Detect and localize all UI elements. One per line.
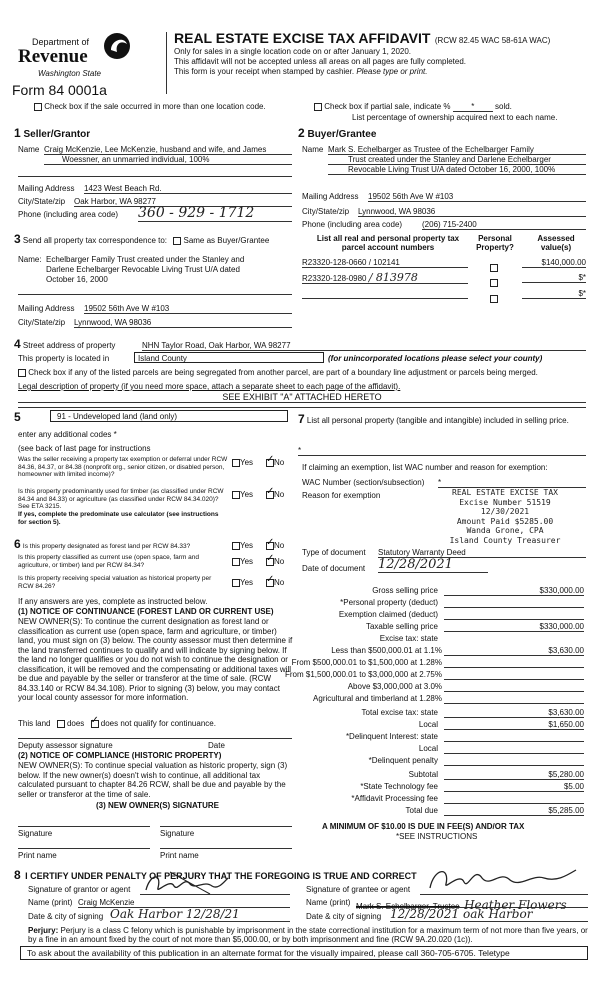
tax-row-label: Subtotal	[408, 770, 438, 779]
seller-phone: 360 - 929 - 1712	[138, 205, 292, 222]
owner-print-line2	[160, 848, 292, 849]
same-as-buyer-label: Same as Buyer/Grantee	[183, 236, 270, 245]
s6-q1-text: Is this property designated as forest land per RCW 84.33?	[22, 543, 191, 550]
tax-row-label: From $500,000.01 to $1,500,000 at 1.28%	[291, 658, 442, 667]
tax-row-value	[444, 598, 584, 608]
parcel-row	[302, 273, 588, 285]
no-label: No	[274, 578, 285, 587]
notice2-body: NEW OWNER(S): To continue special valuation as historic property, sign (3) below. If the new owner(s) doesn't wish to continue, all additional tax calculated pursuant to chapter 84.26 RCW, shall be due and payable by the seller or transferor at the time of sale.	[18, 761, 288, 799]
tax-row-label: Taxable selling price	[365, 622, 438, 631]
dor-swirl-icon	[102, 30, 132, 62]
legal-description: SEE EXHIBIT "A" ATTACHED HERETO	[18, 393, 586, 403]
notice3-title: (3) NEW OWNER(S) SIGNATURE	[96, 801, 219, 810]
continuance-row	[18, 719, 216, 728]
corr-mailing-label: Mailing Address	[18, 304, 75, 313]
list-pct-note: List percentage of ownership acquired next to each name.	[352, 113, 558, 122]
certify-text: I CERTIFY UNDER PENALTY OF PERJURY THAT THE FOREGOING IS TRUE AND CORRECT	[25, 871, 417, 881]
s5-q1-no[interactable]	[266, 458, 284, 467]
s6-q3-yes-checkbox[interactable]	[232, 579, 240, 587]
seller-mailing-label: Mailing Address	[18, 184, 75, 193]
buyer-mailing: 19502 56th Ave W #103	[368, 192, 586, 202]
tax-row-value	[444, 670, 584, 680]
grantor-name: Craig McKenzie	[78, 898, 290, 908]
s5-q2-yes[interactable]	[232, 490, 253, 499]
parcel-number: R23320-128-0980	[302, 274, 367, 283]
this-land-label: This land	[18, 719, 51, 728]
land-use-select[interactable]: 91 - Undeveloped land (land only)	[50, 410, 288, 422]
assessed-value: $*	[522, 273, 586, 283]
street-address: NHN Taylor Road, Oak Harbor, WA 98277	[142, 341, 586, 351]
parcel-col1a: List all real and personal property tax	[316, 234, 460, 243]
s5-q2: Is this property predominantly used for timber (as classified under RCW 84.34 and 84.33) or agriculture (as classified under RCW 84.34.020)? See ETA 3215.	[18, 488, 224, 510]
grantor-name-label: Name (print)	[28, 898, 73, 907]
doc-date: 12/28/2021	[378, 557, 488, 573]
notice1-title: (1) NOTICE OF CONTINUANCE (FOREST LAND OR CURRENT USE)	[18, 607, 274, 616]
s6-if-yes: If any answers are yes, complete as instructed below.	[18, 597, 208, 606]
assessed-value: $140,000.00	[522, 258, 586, 268]
located-label: This property is located in	[18, 354, 110, 363]
no-label: No	[274, 490, 285, 499]
yes-label: Yes	[240, 541, 254, 550]
form-title	[174, 30, 550, 48]
deputy-date-label: Date	[208, 741, 225, 750]
see-back-note: (see back of last page for instructions	[18, 444, 151, 453]
yes-label: Yes	[240, 557, 254, 566]
s5-q1: Was the seller receiving a property tax exemption or deferral under RCW 84.36, 84.37, or 84.38 (nonprofit org., senior citizen, or disabled person, homeowner with limited income)?	[18, 456, 228, 478]
s7-number: 7	[298, 412, 305, 426]
tax-row-value	[444, 610, 584, 620]
legal-line2	[18, 407, 586, 408]
sold-label: sold.	[495, 102, 512, 111]
tax-row-value: $3,630.00	[444, 708, 584, 718]
s6-q2-no-checkbox[interactable]	[266, 558, 274, 566]
tax-row-label: *Affidavit Processing fee	[351, 794, 438, 803]
s6-number: 6	[14, 537, 21, 551]
owner-print-label1: Print name	[18, 851, 57, 860]
dept-line3: Washington State	[38, 69, 102, 78]
owner-sig-label2: Signature	[160, 829, 195, 838]
segregated-checkbox[interactable]	[18, 369, 26, 377]
seller-mailing: 1423 West Beach Rd.	[84, 184, 292, 194]
tax-row-value: $1,650.00	[444, 720, 584, 730]
buyer-phone: (206) 715-2400	[422, 220, 586, 230]
stamp-line5: Wanda Grone, CPA	[466, 526, 544, 535]
wac-value: *	[438, 478, 586, 488]
note-3b: Please type or print.	[356, 67, 428, 76]
s5-q1-no-checkbox[interactable]	[266, 459, 274, 467]
parcel-number	[302, 289, 468, 299]
tax-row-label: Local	[418, 720, 438, 729]
tax-row-label: Local	[418, 744, 438, 753]
tax-row-label: *Personal property (deduct)	[340, 598, 438, 607]
corr-section-number: 3	[14, 232, 21, 246]
buyer-city: Lynnwood, WA 98036	[358, 207, 586, 217]
deputy-label: Deputy assessor signature	[18, 741, 113, 750]
s5-q2-no-checkbox[interactable]	[266, 491, 274, 499]
s8-number: 8	[14, 868, 21, 882]
grantee-date: 12/28/2021 oak Harbor	[390, 907, 588, 922]
tax-row-value: $5,280.00	[444, 770, 584, 780]
buyer-name-label: Name	[302, 145, 324, 154]
codes-value: *	[113, 430, 117, 439]
s6-q2-yes-checkbox[interactable]	[232, 558, 240, 566]
stamp-line2: Excise Number 51519	[459, 497, 551, 507]
codes-label	[18, 430, 117, 439]
s5-q2-yes-checkbox[interactable]	[232, 491, 240, 499]
partial-sale-check[interactable]	[314, 102, 512, 112]
tax-row-label: Exemption claimed (deduct)	[338, 610, 438, 619]
buyer-mailing-label: Mailing Address	[302, 192, 359, 201]
street-section-number: 4	[14, 337, 21, 351]
personal-property-checkbox[interactable]	[490, 295, 498, 303]
footer-note: To ask about the availability of this publication in an alternate format for the visually impaired, please call 360-705-6705. Teletype	[20, 946, 588, 960]
header-divider	[166, 32, 167, 94]
s7-label	[298, 414, 588, 426]
assessed-value: $*	[522, 289, 586, 299]
no-label: No	[274, 557, 285, 566]
seller-name-line2: Woessner, an unmarried individual, 100%	[44, 155, 292, 165]
tax-row-value	[444, 658, 584, 668]
tax-row-value	[444, 794, 584, 804]
yes-label: Yes	[240, 490, 254, 499]
corr-name-line3: October 16, 2000	[46, 275, 108, 284]
s5-number: 5	[14, 410, 21, 424]
tax-row-value: $3,630.00	[444, 646, 584, 656]
tax-row-label: Gross selling price	[372, 586, 438, 595]
parcel-col3-header	[526, 234, 586, 252]
does-label: does	[66, 719, 85, 728]
minimum-note: A MINIMUM OF $10.00 IS DUE IN FEE(S) AND/OR TAX	[322, 822, 525, 831]
tax-row-value: $5.00	[444, 782, 584, 792]
same-as-buyer-checkbox[interactable]	[173, 237, 181, 245]
s6-q2-no[interactable]	[266, 557, 284, 566]
buyer-heading-text: Buyer/Grantee	[307, 129, 377, 140]
s5-q2b: If yes, complete the predominate use calculator (see instructions for section 5).	[18, 511, 219, 526]
segregated-label: Check box if any of the listed parcels are being segregated from another parcel, are part of a boundary line adjustment or parcels being merged.	[28, 368, 538, 377]
yes-label: Yes	[240, 578, 254, 587]
legal-label: Legal description of property (if you need more space, attach a separate sheet to each page of the affidavit).	[18, 382, 401, 391]
seller-section-number: 1	[14, 126, 21, 140]
partial-pct-value: *	[453, 102, 493, 112]
seller-city: Oak Harbor, WA 98277	[74, 197, 292, 207]
s7-label-text: List all personal property (tangible and intangible) included in selling price.	[306, 416, 569, 425]
buyer-name-line1: Mark S. Echelbarger as Trustee of the Echelbarger Family	[328, 145, 586, 155]
grantee-name-hand: Heather Flowers	[464, 898, 567, 912]
s6-q1	[14, 537, 191, 551]
reason-label: Reason for exemption	[302, 491, 381, 500]
parcel-handwritten: / 813978	[368, 271, 418, 284]
codes-label-text: enter any additional codes	[18, 430, 112, 439]
seller-city-label: City/State/zip	[18, 197, 66, 206]
seller-name-line3	[18, 176, 292, 177]
parcel-col2a: Personal	[478, 234, 512, 243]
owner-print-label2: Print name	[160, 851, 199, 860]
notice1-body: NEW OWNER(S): To continue the current designation as forest land or classification as current use (open space, farm and agriculture, or timber) land, you must sign on (3) below. The county assessor must then determine if the land transferred continues to qualify and will indicate by signing below. If the land no longer qualifies or you do not wish to continue the designation or classification, it will be removed and the compensating or additional taxes will be due and payable by the seller or transferor at the time of sale. (RCW 84.33.140 or RCW 84.34.108). Prior to signing (3) below, you may contact your local county assessor for more information.	[18, 617, 293, 702]
buyer-name-line2: Trust created under the Stanley and Darlene Echelbarger	[328, 155, 586, 165]
partial-sale-checkbox[interactable]	[314, 103, 322, 111]
buyer-phone-label: Phone (including area code)	[302, 220, 403, 229]
wac-label: WAC Number (section/subsection)	[302, 478, 425, 487]
tax-row-label: Agricultural and timberland at 1.28%	[313, 694, 442, 703]
yes-label: Yes	[240, 458, 254, 467]
note-1: Only for sales in a single location code on or after January 1, 2020.	[174, 47, 412, 56]
grantor-date: Oak Harbor 12/28/21	[110, 907, 290, 922]
tax-row-label: Less than $500,000.01 at 1.1%	[331, 646, 442, 655]
corr-city-label: City/State/zip	[18, 318, 66, 327]
doc-type-label: Type of document	[302, 548, 366, 557]
multi-location-check[interactable]	[34, 102, 266, 111]
tax-row-value	[444, 744, 584, 754]
does-checkbox[interactable]	[57, 720, 65, 728]
county-note: (for unincorporated locations please select your county)	[328, 354, 543, 363]
partial-sale-label: Check box if partial sale, indicate %	[324, 102, 451, 111]
perjury-note	[28, 926, 588, 944]
s6-q1-no-checkbox[interactable]	[266, 542, 274, 550]
perjury-text: Perjury is a class C felony which is punishable by imprisonment in the state correctional institution for a maximum term of not more than five years, or by a fine in an amount fixed by the court of not more than $5,000.00, or by both imprisonment and fine (RCW 9A.20.020 (1c)).	[28, 926, 588, 944]
parcel-col3b: value(s)	[540, 243, 572, 252]
perjury-label: Perjury:	[28, 926, 59, 935]
tax-row-label: *State Technology fee	[360, 782, 438, 791]
seller-phone-label: Phone (including area code)	[18, 210, 119, 219]
corr-name-label: Name:	[18, 255, 42, 264]
tax-row-label: Total due	[405, 806, 438, 815]
does-not-checkbox[interactable]	[91, 720, 99, 728]
seller-heading-text: Seller/Grantor	[23, 129, 91, 140]
multi-location-label: Check box if the sale occurred in more than one location code.	[44, 102, 266, 111]
parcel-row	[302, 258, 588, 270]
street-row	[14, 337, 116, 351]
s6-q3: Is this property receiving special valuation as historical property per RCW 84.26?	[18, 575, 212, 590]
multi-location-checkbox[interactable]	[34, 103, 42, 111]
segregated-check[interactable]	[18, 368, 538, 377]
tax-row-label: Total excise tax: state	[361, 708, 438, 717]
does-not-label: does not qualify for continuance.	[100, 719, 216, 728]
no-label: No	[274, 541, 285, 550]
grantee-date-label: Date & city of signing	[306, 912, 382, 921]
grantor-date-label: Date & city of signing	[28, 912, 104, 921]
seller-name-line1: Craig McKenzie, Lee McKenzie, husband and wife, and James	[44, 145, 292, 155]
grantee-name-label: Name (print)	[306, 898, 351, 907]
personal-property-checkbox[interactable]	[490, 264, 498, 272]
doc-date-label: Date of document	[302, 564, 366, 573]
deputy-sig-line	[18, 738, 292, 739]
buyer-section-number: 2	[298, 126, 305, 140]
title-ref: (RCW 82.45 WAC 58-61A WAC)	[434, 36, 551, 45]
corr-label: Send all property tax correspondence to:	[22, 236, 168, 245]
tax-row-value: $5,285.00	[444, 806, 584, 816]
seller-name-label: Name	[18, 145, 40, 154]
s6-q2-yes[interactable]	[232, 557, 253, 566]
dor-logo	[18, 28, 138, 83]
dept-line1: Department of	[32, 37, 90, 47]
parcel-col1-header	[308, 234, 468, 252]
tax-row-value	[444, 682, 584, 692]
grantee-signature-icon	[420, 860, 580, 896]
stamp-line4: Amount Paid $5285.00	[456, 516, 554, 526]
notice2-title: (2) NOTICE OF COMPLIANCE (HISTORIC PROPERTY)	[18, 751, 222, 760]
tax-row-label: *Delinquent penalty	[368, 756, 438, 765]
owner-sig-line1	[18, 826, 150, 827]
county-select[interactable]: Island County	[134, 352, 324, 363]
s6-q1-no[interactable]	[266, 541, 284, 550]
s5-q1-yes[interactable]	[232, 458, 253, 467]
exemption-label: If claiming an exemption, list WAC number and reason for exemption:	[302, 463, 548, 472]
parcel-col1b: parcel account numbers	[341, 243, 435, 252]
tax-row-value: $330,000.00	[444, 622, 584, 632]
corr-mailing: 19502 56th Ave W #103	[84, 304, 292, 314]
grantor-sig-label: Signature of grantor or agent	[28, 885, 131, 894]
doc-type: Statutory Warranty Deed	[378, 548, 586, 558]
owner-print-line1	[18, 848, 150, 849]
s6-q1-yes[interactable]	[232, 541, 253, 550]
stamp-line1: REAL ESTATE EXCISE TAX	[452, 488, 558, 497]
title-text: REAL ESTATE EXCISE TAX AFFIDAVIT	[174, 30, 431, 46]
street-label: Street address of property	[22, 341, 116, 350]
tax-row-label: Excise tax: state	[379, 634, 438, 643]
note-2: This affidavit will not be accepted unless all areas on all pages are fully completed.	[174, 57, 467, 66]
s6-q3-no-checkbox[interactable]	[266, 579, 274, 587]
parcel-row	[302, 289, 588, 301]
note-3a: This form is your receipt when stamped by cashier.	[174, 67, 355, 76]
note-3	[174, 67, 427, 76]
tax-row-label: *Delinquent Interest: state	[345, 732, 438, 741]
buyer-heading	[298, 126, 376, 140]
tax-row-value	[444, 756, 584, 766]
corr-city: Lynnwood, WA 98036	[74, 318, 292, 328]
s5-q1-yes-checkbox[interactable]	[232, 459, 240, 467]
parcel-col3a: Assessed	[537, 234, 575, 243]
corr-divider	[18, 294, 292, 295]
parcel-number: R23320-128-0660 / 102141	[302, 258, 468, 268]
seller-heading	[14, 126, 90, 140]
tax-row-label: Above $3,000,000 at 3.0%	[347, 682, 442, 691]
no-label: No	[274, 458, 285, 467]
owner-sig-line2	[160, 826, 292, 827]
corr-name-line2: Darlene Echelbarger Revocable Living Trust U/A dated	[46, 265, 240, 274]
owner-sig-label1: Signature	[18, 829, 53, 838]
corr-name-line1: Echelbarger Family Trust created under the Stanley and	[46, 255, 245, 264]
tax-row-value	[444, 732, 584, 742]
grantee-sig-label: Signature of grantee or agent	[306, 885, 411, 894]
stamp-line3: 12/30/2021	[480, 507, 530, 516]
buyer-city-label: City/State/zip	[302, 207, 350, 216]
tax-row-value	[444, 694, 584, 704]
grantor-signature-icon	[140, 868, 230, 898]
see-instructions: *SEE INSTRUCTIONS	[396, 832, 478, 841]
parcel-col2-header	[470, 234, 520, 252]
s6-q3-no[interactable]	[266, 578, 284, 587]
tax-row-label: From $1,500,000.01 to $3,000,000 at 2.75%	[284, 670, 442, 679]
s6-q3-yes[interactable]	[232, 578, 253, 587]
parcel-number-cell	[302, 273, 468, 284]
s5-q2-no[interactable]	[266, 490, 284, 499]
personal-property-checkbox[interactable]	[490, 279, 498, 287]
treasurer-stamp	[430, 488, 580, 545]
tax-row-value: $330,000.00	[444, 586, 584, 596]
stamp-line6: Island County Treasurer	[449, 535, 561, 545]
parcel-col2b: Property?	[476, 243, 514, 252]
form-number: Form 84 0001a	[12, 82, 107, 98]
grantee-name-struck: Mark S. Echelbarger, Trustee	[356, 902, 460, 911]
dept-line2: Revenue	[18, 46, 88, 67]
buyer-name-line3: Revocable Living Trust U/A dated October 16, 2000, 100%	[328, 165, 586, 175]
s6-q1-yes-checkbox[interactable]	[232, 542, 240, 550]
s6-q2: Is this property classified as current use (open space, farm and agriculture, or timber) land per RCW 84.34?	[18, 554, 200, 569]
correspondence-row	[14, 232, 270, 246]
s7-value: *	[298, 446, 586, 456]
